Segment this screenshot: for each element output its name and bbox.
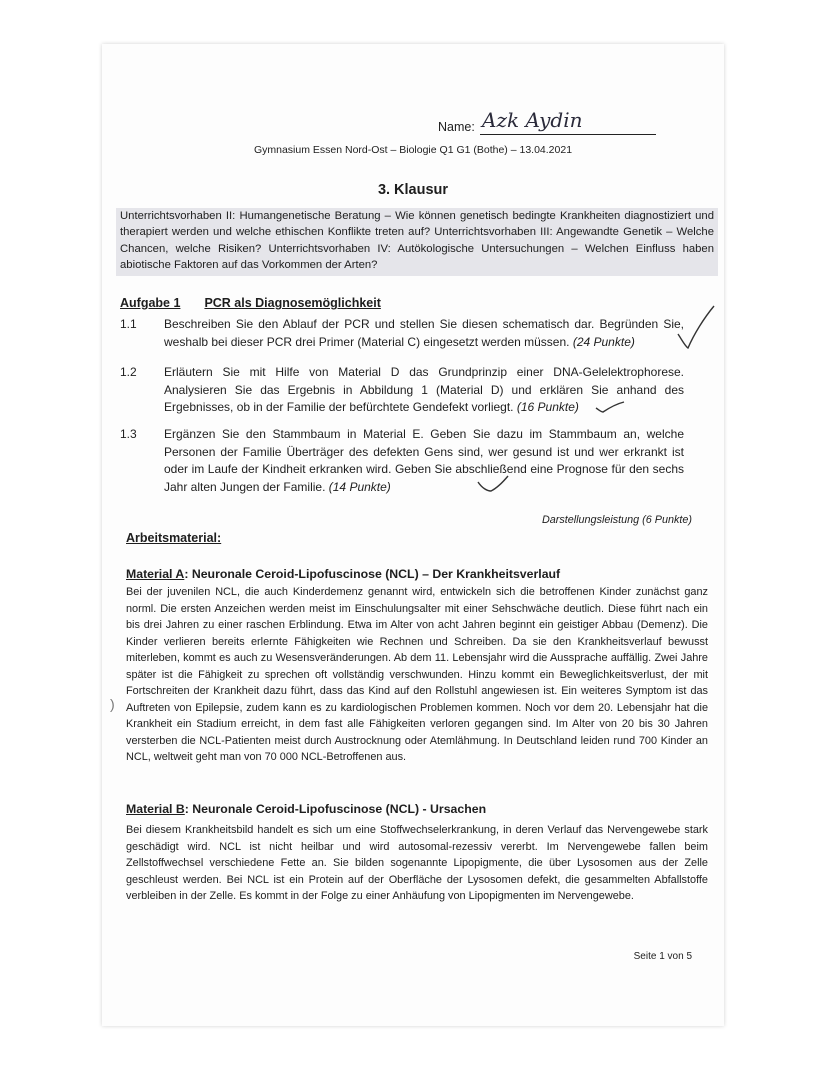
- task-points: (14 Punkte): [328, 479, 391, 494]
- task-1-1: [120, 316, 690, 356]
- task-text: Ergänzen Sie den Stammbaum in Material E. Geben Sie dazu im Stammbaum an, welche Personen der Familie Überträger des defekten Gens sind, wer gesund ist und wer erkrankt ist oder im Laufe der Kindheit erkranken wird. Geben Sie abschließend eine Prognose für den sechs Jahr alten Jungen der Familie.: [164, 427, 684, 494]
- darstellungsleistung: Darstellungsleistung (6 Punkte): [541, 514, 692, 526]
- checkmark-icon: [676, 304, 716, 350]
- task-points: (24 Punkte): [572, 334, 635, 349]
- task-text: Beschreiben Sie den Ablauf der PCR und stellen Sie diesen schematisch dar. Begründen Sie, weshalb bei dieser PCR drei Primer (Material C) eingesetzt werden müssen.: [164, 317, 684, 349]
- exam-page: [102, 44, 724, 1026]
- material-a-label: Material A: [126, 567, 185, 581]
- arbeitsmaterial-heading: Arbeitsmaterial:: [126, 531, 222, 545]
- name-label: Name:: [438, 120, 475, 134]
- task-number: 1.1: [120, 317, 137, 331]
- name-underline: [480, 134, 656, 135]
- margin-mark: ): [110, 696, 115, 712]
- task-1-3: [120, 426, 690, 500]
- checkmark-icon: [594, 400, 626, 414]
- material-b-label: Material B: [126, 802, 185, 816]
- unterrichtsvorhaben-box: Unterrichtsvorhaben II: Humangenetische Beratung – Wie können genetisch bedingte Krankheiten diagnostiziert und therapiert werden und welche ethischen Konflikte treten auf? Unterrichtsvorhaben III: Angewandte Genetik – Welche Chancen, welche Risiken? Unterrichtsvorhaben IV: Autökologische Untersuchungen – Welchen Einfluss haben abiotische Faktoren auf das Vorkommen der Arten?: [116, 208, 718, 276]
- task-number: 1.2: [120, 365, 137, 379]
- material-a-heading: [126, 567, 560, 581]
- material-b-title: : Neuronale Ceroid-Lipofuscinose (NCL) - Ursachen: [184, 802, 487, 816]
- school-line: Gymnasium Essen Nord-Ost – Biologie Q1 G1 (Bothe) – 13.04.2021: [253, 144, 573, 156]
- material-a-body: Bei der juvenilen NCL, die auch Kinderdemenz genannt wird, entwickeln sich die betroffenen Kinder zunächst ganz norml. Die ersten Anzeichen werden meist im Einschulungsalter mit einer Sehschwäche deutlich. Diese führt nach ein bis drei Jahren zu einer raschen Erblindung. Etwa im Alter von acht Jahren beginnt ein geistiger Abbau (Demenz). Die Kinder verlieren bereits erlernte Fähigkeiten wie Rechnen und Schreiben. Da sie den Krankheitsverlauf bewusst miterleben, kommt es auch zu Wesensveränderungen. Ab dem 11. Lebensjahr wird die Aussprache auffällig. Zwei Jahre später ist die Fähigkeit zu sprechen oft vollständig verschwunden. Hinzu kommt ein Beweglichkeitsverlust, der mit Fortschreiten der Krankheit dazu führt, dass das Kind auf den Rollstuhl angewiesen ist. Ein weiteres Symptom ist das Auftreten von Epilepsie, zudem kann es zu kardiologischen Problemen kommen. Noch vor dem 20. Lebensjahr hat die Krankheit ein Stadium erreicht, in dem fast alle Fähigkeiten verloren gegangen sind. Im Alter von 20 bis 30 Jahren versterben die NCL-Patienten meist durch Austrocknung oder Atemlähmung. In Deutschland leiden rund 700 Kinder an NCL, weltweit geht man von 70 000 NCL-Betroffenen aus.: [126, 586, 708, 763]
- material-b-body: Bei diesem Krankheitsbild handelt es sich um eine Stoffwechselerkrankung, in deren Verlauf das Nervengewebe stark geschädigt wird. NCL ist nicht heilbar und wird autosomal-rezessiv vererbt. Im Nervengewebe fallen beim Zellstoffwechsel verschiedene Fette an. Sie bilden sogenannte Lipopigmente, die über Lysosomen aus der Zelle geschleust werden. Bei NCL ist ein Protein auf der Oberfläche der Lysosomen defekt, die gesammelten Abfallstoffe verbleiben in der Zelle. Es kommt in der Folge zu einer Anhäufung von Lipopigmenten im Nervengewebe.: [126, 824, 708, 902]
- task-points: (16 Punkte): [516, 400, 579, 415]
- aufgabe-label: Aufgabe 1: [120, 296, 181, 310]
- material-a-title: : Neuronale Ceroid-Lipofuscinose (NCL) – Der Krankheitsverlauf: [184, 567, 561, 581]
- checkmark-icon: [476, 474, 510, 494]
- task-text: Erläutern Sie mit Hilfe von Material D das Grundprinzip einer DNA-Gelelektrophorese. Analysieren Sie das Ergebnis in Abbildung 1 (Material D) und erklären Sie anhand des Ergebnisses, ob in der Familie der befürchtete Gendefekt vorliegt.: [164, 365, 684, 415]
- aufgabe-heading: [120, 296, 381, 310]
- aufgabe-title: PCR als Diagnosemöglichkeit: [204, 296, 381, 310]
- page-number: Seite 1 von 5: [633, 951, 692, 962]
- task-number: 1.3: [120, 427, 137, 441]
- material-b-heading: [126, 802, 486, 816]
- handwritten-signature: Azk Aydin: [482, 108, 583, 132]
- page-title: 3. Klausur: [377, 182, 449, 198]
